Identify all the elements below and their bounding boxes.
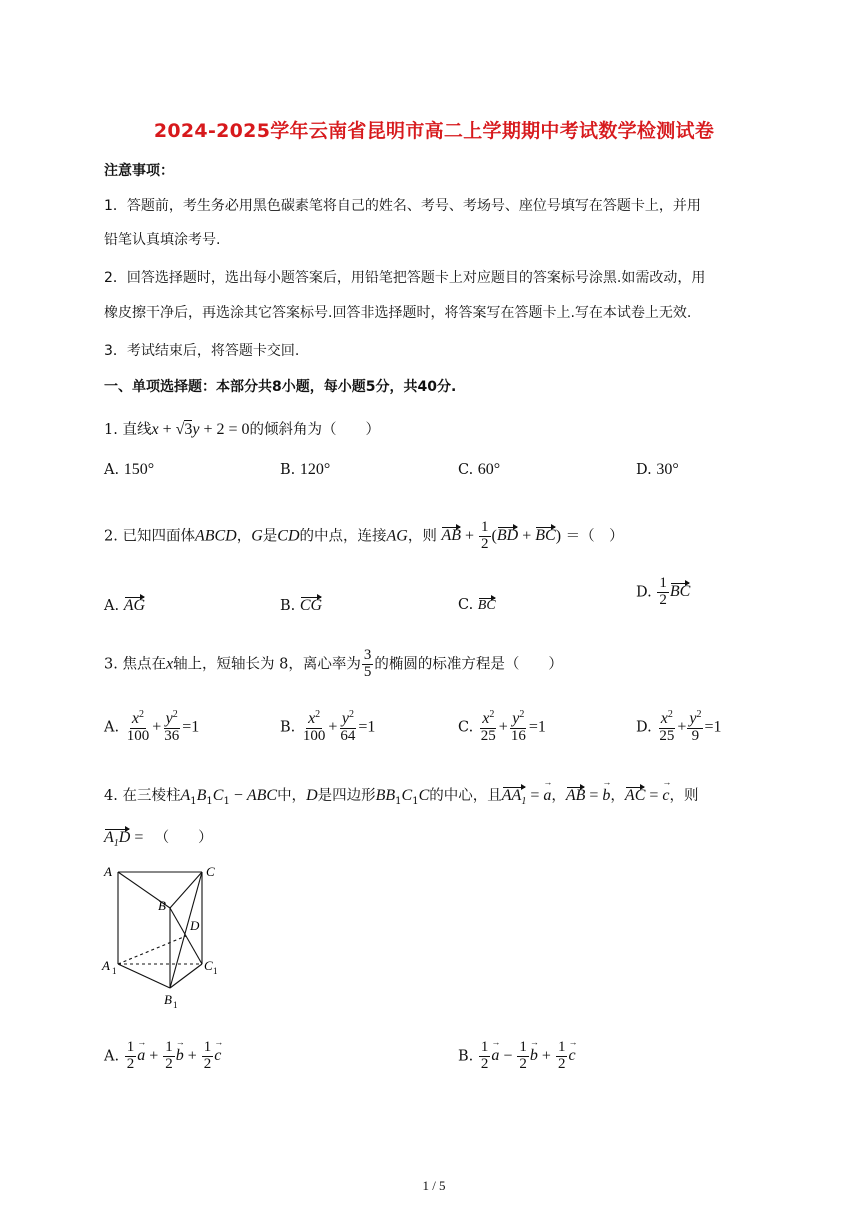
q1-option-d[interactable]: D. 30° [636, 461, 679, 478]
question-3: 3. 焦点在x轴上，短轴长为 8，离心率为 $\frac{3}{5}$ 的椭圆的标准方程是（ ） [104, 647, 563, 680]
q3-option-b[interactable]: B. $\frac{x^2}{100}$ + $\frac{y^2}{64}$ =1 [280, 709, 376, 744]
label-A1: A [102, 958, 110, 973]
prism-figure [98, 858, 228, 1010]
exam-title: 2024-2025学年云南省昆明市高二上学期期中考试数学检测试卷 [153, 120, 715, 142]
q2-option-a[interactable]: A. AG [104, 597, 146, 614]
q2-option-c[interactable]: C. BC [458, 597, 496, 613]
label-C1: C [204, 958, 213, 973]
q1-option-c[interactable]: C. 60° [458, 461, 501, 478]
label-A1-sub: 1 [112, 966, 117, 976]
notice-item1-line1: 1．答题前，考生务必用黑色碳素笔将自己的姓名、考号、考场号、座位号填写在答题卡上，并用 [104, 198, 701, 214]
q4-line2: $A_1D$ = （ ） [104, 829, 213, 850]
q3-option-d[interactable]: D. $\frac{x^2}{25}$ + $\frac{y^2}{9}$ =1 [636, 709, 722, 744]
question-4: 4. 在三棱柱$A_1B_1C_1$ − ABC中，D是四边形$BB_1C_1C$的中心，且$AA_1$ = → a，AB = → b，AC = → c，则 [104, 784, 699, 807]
label-B1: B [164, 992, 172, 1007]
page-number: 1 / 5 [422, 1178, 446, 1193]
q4-option-b[interactable]: B. $\frac{1}{2}$ → a − $\frac{1}{2}$ → b + $\frac{1}{2}$ → c [458, 1040, 576, 1073]
label-C1-sub: 1 [213, 966, 218, 976]
q1-option-b[interactable]: B. 120° [280, 461, 331, 478]
notice-item2-line2: 橡皮擦干净后，再选涂其它答案标号.回答非选择题时，将答案写在答题卡上.写在本试卷上无效. [104, 305, 692, 321]
label-B: B [158, 898, 166, 913]
q3-option-c[interactable]: C. $\frac{x^2}{25}$ + $\frac{y^2}{16}$ =1 [458, 709, 546, 744]
q1-equation: x [151, 421, 159, 438]
q2-option-d[interactable]: D. $\frac{1}{2}$ BC [636, 575, 691, 608]
notice-item1-line2: 铅笔认真填涂考号. [104, 232, 221, 248]
question-1: 1. 直线x + √3y + 2 = 0的倾斜角为（ ） [104, 421, 381, 438]
q4-option-a[interactable]: A. $\frac{1}{2}$ → a + $\frac{1}{2}$ → b + $\frac{1}{2}$ → c [104, 1040, 221, 1073]
q2-option-b[interactable]: B. CG [280, 597, 323, 614]
notice-item3: 3．考试结束后，将答题卡交回. [104, 343, 300, 359]
notice-item2-line1: 2．回答选择题时，选出每小题答案后，用铅笔把答题卡上对应题目的答案标号涂黑.如需改动，用 [104, 270, 706, 286]
question-2: 2. 已知四面体ABCD，G是CD的中点，连接AG，则 AB + $\frac{1}{2}$ (BD + BC) ＝（ ） [104, 519, 624, 552]
label-B1-sub: 1 [173, 1000, 178, 1010]
q1-prefix: 1. 直线 [104, 422, 152, 438]
notice-heading: 注意事项： [104, 163, 174, 179]
section-heading: 一、单项选择题：本部分共8小题，每小题5分，共40分. [104, 379, 457, 395]
label-A: A [104, 864, 112, 879]
q2-expr: AB [441, 527, 462, 545]
label-D: D [190, 918, 200, 933]
q1-option-a[interactable]: A. 150° [104, 461, 155, 478]
q3-option-a[interactable]: A. $\frac{x^2}{100}$ + $\frac{y^2}{36}$ =1 [104, 709, 200, 744]
q1-suffix: 的倾斜角为（ ） [249, 422, 381, 438]
label-C: C [206, 864, 215, 879]
